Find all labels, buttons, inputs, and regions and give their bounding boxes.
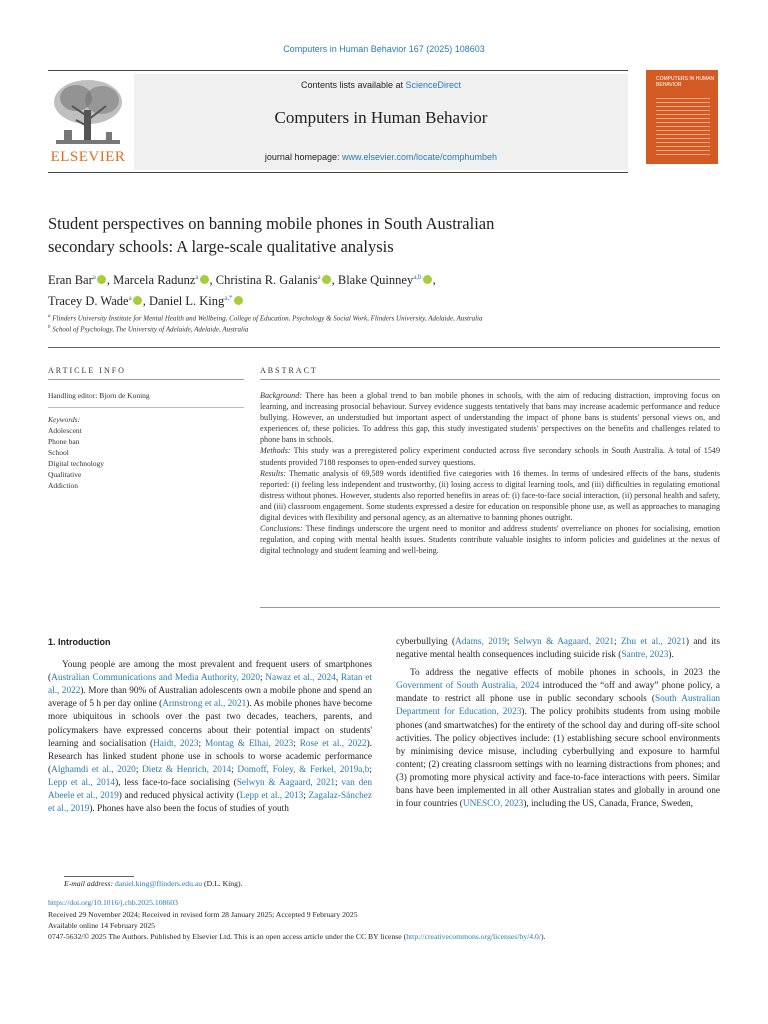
journal-reference[interactable]: Computers in Human Behavior 167 (2025) 108603: [283, 44, 485, 54]
body-text: ). Phones have also been the focus of studies of youth: [89, 804, 289, 815]
affiliation-b: [48, 323, 688, 334]
citation-link[interactable]: Government of South Australia, 2024: [396, 681, 540, 692]
affiliation-text: School of Psychology, The University of Adelaide, Adelaide, Australia: [52, 325, 249, 334]
author-name[interactable]: Tracey D. Wade: [48, 294, 129, 309]
abstract-heading: ABSTRACT: [260, 366, 318, 375]
cover-text-lines: [656, 98, 710, 158]
orcid-icon[interactable]: [322, 275, 331, 284]
body-text: cyberbullying (: [396, 637, 456, 647]
citation-link[interactable]: UNESCO, 2023: [462, 799, 524, 810]
citation-link[interactable]: Domoff, Foley, & Ferkel, 2019a,b: [237, 764, 370, 775]
journal-masthead: [48, 70, 720, 172]
body-text: ), including the US, Canada, France, Sweden,: [523, 799, 693, 810]
author-affil-mark[interactable]: a,b: [413, 273, 422, 281]
body-text: ). As mobile phones have become more ubiquitous in schools over the past two decades, teachers, parents, and policymakers have expressed concerns about their potential impact on students' learning and socialisation (: [48, 699, 372, 749]
body-text: ;: [231, 764, 238, 775]
body-paragraph-3: [396, 667, 720, 811]
author-list: Eran Bar$^a$ , Marcela Radunz$^a$ , Christina R. Galanis$^a$ , Blake Quinney$^{a,b}$ , Tracey D. Wade$^a$ , Daniel L. King$^{a,*}$: [48, 273, 436, 309]
abstract-label: Results:: [260, 468, 287, 478]
journal-box: [134, 70, 628, 172]
citation-link[interactable]: Haidt, 2023: [153, 738, 199, 749]
email-link[interactable]: daniel.king@flinders.edu.au: [114, 879, 203, 888]
body-text: ). More than 90% of Australian adolescents own a mobile phone and spend an average of 5 h per day online (: [48, 686, 372, 710]
body-text: Young people are among the most prevalent and frequent users of smartphones (: [48, 660, 372, 684]
abstract-label: Methods:: [260, 446, 291, 456]
journal-cover[interactable]: [646, 70, 718, 164]
doi-link[interactable]: https://doi.org/10.1016/j.chb.2025.108603: [48, 898, 178, 908]
publisher-name: ELSEVIER: [50, 149, 126, 165]
citation-link[interactable]: Armstrong et al., 2021: [162, 699, 247, 710]
body-text: ;: [614, 637, 621, 647]
keyword: Phone ban: [48, 437, 80, 446]
author-affil-mark[interactable]: a,*: [224, 294, 233, 303]
license-suffix: ).: [541, 932, 546, 942]
journal-title: Computers in Human Behavior: [274, 108, 488, 127]
article-footer: [48, 878, 728, 942]
body-text: ), less face-to-face socialising (: [115, 777, 237, 788]
author-name[interactable]: Daniel L. King: [148, 294, 225, 309]
body-text: To address the negative effects of mobile phones in schools, in 2023 the: [410, 668, 720, 679]
abstract-paragraph: This study was a preregistered policy experiment conducted across five secondary schools in South Australia. A total of 1549 students provided 7188 responses to open-ended survey questions.: [260, 446, 720, 467]
author-affil-mark[interactable]: a: [317, 273, 321, 281]
keywords-label: Keywords:: [48, 415, 81, 424]
homepage-prefix: journal homepage:: [264, 152, 342, 162]
affiliation-mark: a: [48, 314, 51, 319]
author-name[interactable]: Blake Quinney: [337, 273, 414, 288]
abstract-paragraph: There has been a global trend to ban mobile phones in schools, with the aim of reducing distraction, improving focus on learning, and increasing prosocial behaviour. Survey evidence suggests tentatively that bans may increase academic performance and reduce bullying. However, an understudied but important aspect of understanding the impact of phone bans is students' personal views on, and experiences of, these policies. To address this gap, this study investigated students' perspectives on the benefits and challenges related to phone bans in schools.: [260, 391, 720, 445]
section-divider: [48, 347, 720, 348]
body-text: ).: [668, 650, 674, 661]
author-affil-mark[interactable]: a: [195, 273, 199, 281]
body-text: ;: [335, 777, 342, 788]
abstract-label: Background:: [260, 391, 302, 400]
abstract-results: [260, 468, 720, 523]
homepage-line: [134, 152, 628, 162]
abstract-label: Conclusions:: [260, 524, 303, 534]
elsevier-logo: [48, 76, 128, 170]
body-text: introduced the “off and away” phone policy, a mandate to restrict all phone use in public secondary schools (: [396, 681, 720, 705]
citation-link[interactable]: Australian Communications and Media Authority, 2020: [51, 673, 260, 684]
author-name[interactable]: Marcela Radunz: [113, 273, 196, 288]
keyword: Qualitative: [48, 470, 82, 479]
article-info-heading: ARTICLE INFO: [48, 366, 126, 375]
keyword: Addiction: [48, 481, 78, 490]
body-text: ;: [293, 738, 300, 749]
keyword: School: [48, 448, 69, 457]
citation-link[interactable]: van den Abeele et al., 2019: [48, 777, 372, 802]
elsevier-tree-icon: [48, 76, 128, 154]
body-text: ;: [369, 764, 372, 775]
license-link[interactable]: http://creativecommons.org/licenses/by/4.0/: [406, 932, 541, 942]
orcid-icon[interactable]: [200, 275, 209, 284]
keywords-block: [48, 414, 244, 491]
body-text: ;: [135, 764, 143, 775]
abstract-bottom-rule: [260, 607, 720, 608]
citation-link[interactable]: Adams, 2019: [455, 637, 507, 647]
citation-link[interactable]: Nawaz et al., 2024: [265, 673, 336, 684]
title-line-2: secondary schools: A large-scale qualitative analysis: [48, 237, 394, 256]
masthead-bottom-rule: [48, 172, 628, 173]
body-paragraph-1: [48, 659, 372, 816]
body-paragraph-2: [396, 636, 720, 662]
title-line-1: Student perspectives on banning mobile phones in South Australian: [48, 214, 495, 233]
body-text: ,: [335, 673, 341, 684]
citation-link[interactable]: Zagalaz-Sánchez et al., 2019: [48, 791, 372, 815]
affiliation-a: [48, 312, 688, 323]
keyword: Adolescent: [48, 426, 82, 435]
body-text: ;: [303, 791, 309, 802]
article-title: [48, 212, 648, 258]
citation-link[interactable]: Zhu et al., 2021: [621, 637, 686, 647]
footnote-rule: [64, 876, 134, 877]
affiliation-text: Flinders University Institute for Mental Health and Wellbeing, College of Education, Psychology & Social Work, Flinders University, Adelaide, Australia: [52, 314, 483, 323]
abstract-paragraph: Thematic analysis of 69,589 words identified five categories with 16 themes. In terms of undesired effects of the bans, students reported: (i) feeling less independent and trustworthy, (ii) losing access to digital learning tools, and (iii) difficulties in regulating emotional distress without phones. However, students also reported benefits in areas of: (i) face-to-face social interaction, (ii) personal health and safety, and (iii) classroom engagement. Some students expressed a desire for education on responsible phone use, as well as approaches to managing digital devices with flexibility and personal agency, as an alternative to banning phones outright.: [260, 468, 720, 523]
abstract-background: [260, 390, 720, 445]
corresponding-email: [48, 878, 728, 889]
author-name[interactable]: Eran Bar: [48, 273, 93, 288]
sciencedirect-link[interactable]: ScienceDirect: [405, 80, 462, 90]
abstract-rule: [260, 379, 720, 380]
received-dates: Received 29 November 2024; Received in revised form 28 January 2025; Accepted 9 February 2025: [48, 909, 358, 919]
contents-line: [134, 80, 628, 90]
orcid-icon[interactable]: [133, 296, 142, 305]
license-line: [48, 931, 728, 942]
body-text: ). The policy prohibits students from using mobile phones (and smartwatches) for the entirety of the school day and during off-site school activities. The policy objectives include: (1) establishing secure school environments by minimising device misuse, including cyberbullying and exposure to harmful content; (2) creating classroom settings with no learning distractions from phones; and (3) promoting more physical activity and face-to-face interactions with peers. Similar bans have been implemented in all other Australian states and globally in around one in four countries (: [396, 707, 720, 810]
body-column-left: [48, 636, 372, 816]
contents-prefix: Contents lists available at: [300, 80, 406, 90]
author-affil-mark[interactable]: a: [128, 294, 132, 303]
author-affil-mark[interactable]: a: [92, 273, 96, 281]
body-text: ) and its negative mental health consequences including suicide risk (: [396, 637, 720, 661]
cover-title: COMPUTERS IN HUMAN BEHAVIOR: [656, 76, 715, 88]
email-label: E-mail address:: [64, 879, 114, 888]
orcid-icon[interactable]: [234, 296, 243, 305]
orcid-icon[interactable]: [423, 275, 432, 284]
body-column-right: [396, 636, 720, 811]
homepage-link[interactable]: www.elsevier.com/locate/comphumbeh: [341, 152, 498, 162]
body-text: ;: [198, 738, 205, 749]
citation-link[interactable]: Ratan et al., 2022: [48, 673, 372, 697]
body-text: ;: [506, 637, 514, 647]
license-prefix: 0747-5632/© 2025 The Authors. Published by Elsevier Ltd. This is an open access article under the CC BY license (: [48, 932, 407, 942]
citation-link[interactable]: Dietz & Henrich, 2014: [142, 764, 232, 775]
handling-editor: Handling editor: Bjorn de Koning: [48, 391, 150, 400]
abstract-methods: [260, 445, 720, 467]
affiliation-mark: b: [48, 325, 51, 331]
available-online: Available online 14 February 2025: [48, 920, 156, 930]
abstract-text: [260, 390, 720, 556]
abstract-conclusions: [260, 523, 720, 556]
citation-link[interactable]: Santre, 2023: [621, 650, 669, 661]
citation-link[interactable]: Selwyn & Aagaard, 2021: [513, 637, 615, 647]
section-title: 1. Introduction: [48, 637, 111, 647]
orcid-icon[interactable]: [97, 275, 106, 284]
keywords-rule: [48, 407, 244, 408]
affiliations: [48, 312, 688, 335]
body-text: ;: [259, 673, 266, 684]
citation-link[interactable]: Lepp et al., 2013: [239, 791, 304, 802]
citation-link[interactable]: Montag & Elhai, 2023: [204, 738, 294, 749]
abstract-paragraph: These findings underscore the urgent need to monitor and address students' overreliance on phones for socialising, emotion regulation, and coping with mental health issues. Students contribute valuable insights to inform policies and guidelines at the nexus of digital technology and student learning and well-being.: [260, 524, 720, 556]
citation-link[interactable]: Selwyn & Aagaard, 2021: [236, 777, 336, 788]
citation-link[interactable]: Lepp et al., 2014: [48, 777, 116, 788]
citation-link[interactable]: Rose et al., 2022: [299, 738, 367, 749]
citation-link[interactable]: South Australian Department for Education, 2023: [396, 694, 720, 718]
email-suffix: (D.L. King).: [202, 879, 243, 888]
article-info-rule: [48, 379, 244, 380]
body-text: ). Research has linked student phone use in schools to worse academic performance (: [48, 738, 372, 775]
author-name[interactable]: Christina R. Galanis: [215, 273, 318, 288]
citation-link[interactable]: Alghamdi et al., 2020: [51, 764, 136, 775]
keyword: Digital technology: [48, 459, 105, 468]
body-text: ) and reduced physical activity (: [118, 791, 240, 802]
